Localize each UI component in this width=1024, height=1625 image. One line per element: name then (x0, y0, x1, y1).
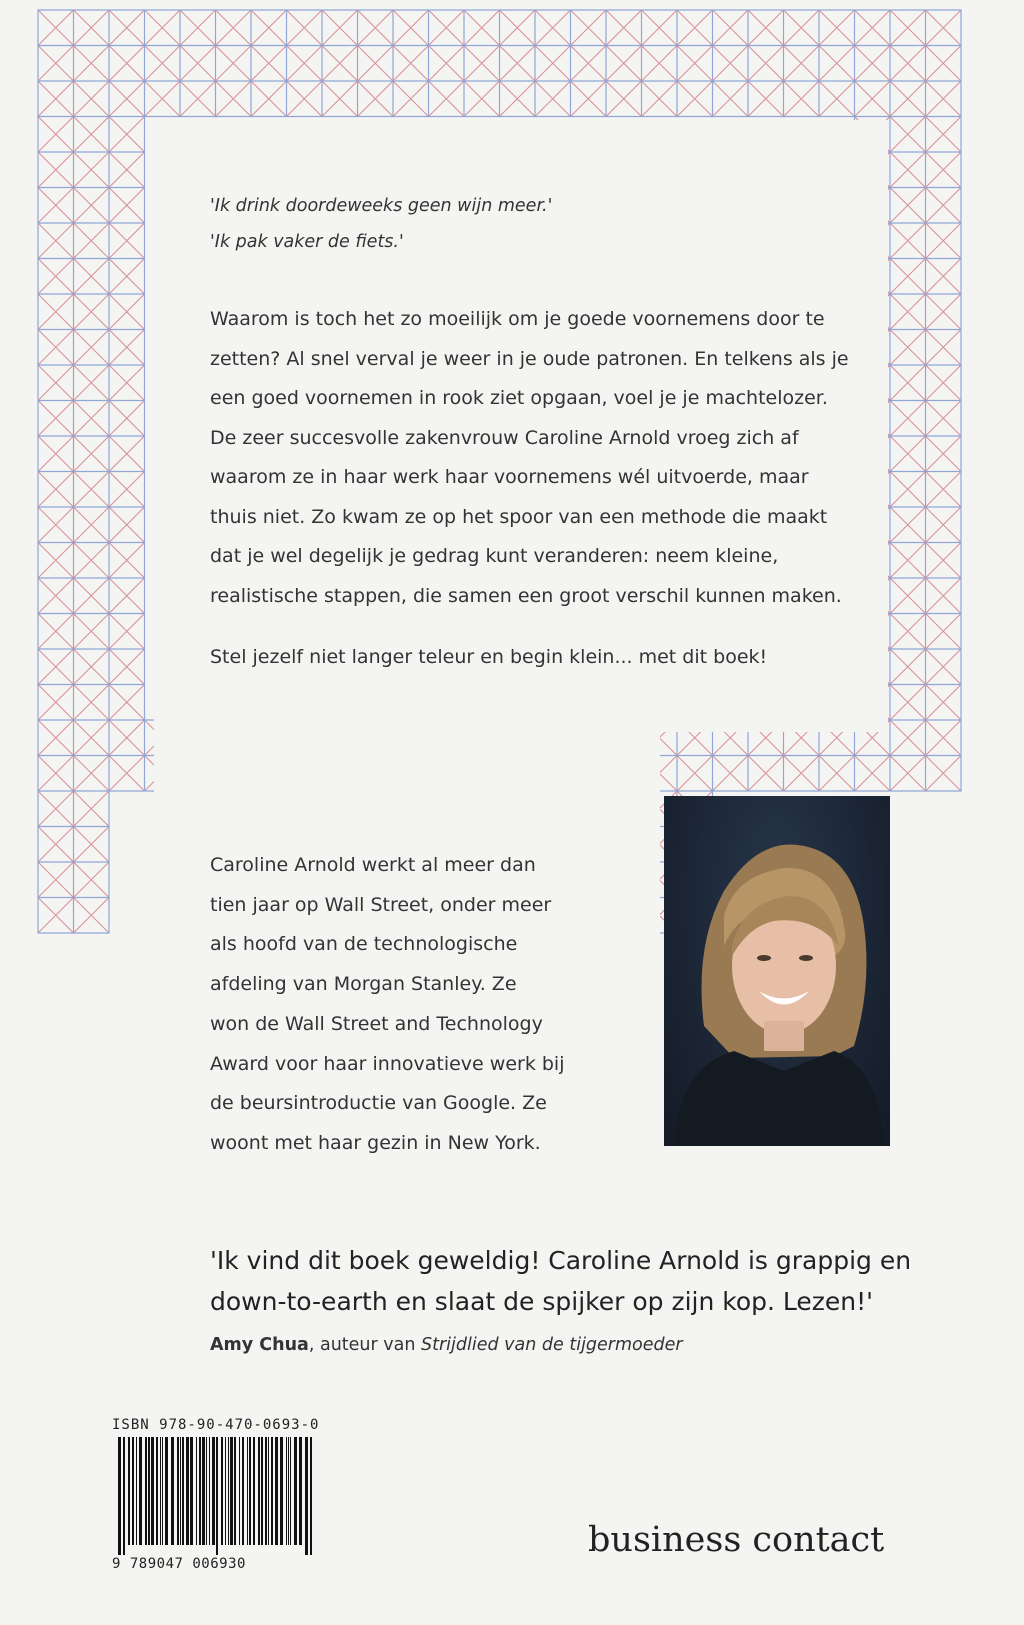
barcode-bar (261, 1437, 263, 1545)
barcode-bar (148, 1437, 150, 1545)
bio-line: won de Wall Street and Technology (210, 1012, 543, 1035)
barcode-bar (275, 1437, 278, 1545)
quote-line: 'Ik pak vaker de fiets.' (210, 232, 404, 252)
bio-line: tien jaar op Wall Street, onder meer (210, 893, 552, 916)
barcode-bar (225, 1437, 226, 1545)
opening-quotes (210, 188, 552, 260)
barcode-bar (162, 1437, 163, 1545)
barcode-bar (299, 1437, 302, 1545)
barcode-bar (242, 1437, 244, 1545)
barcode-bar (139, 1437, 142, 1545)
barcode-bar (128, 1437, 130, 1545)
barcode-bar (258, 1437, 260, 1545)
bio-line: afdeling van Morgan Stanley. Ze (210, 973, 517, 996)
barcode-bar (165, 1437, 168, 1545)
closing-line: Stel jezelf niet langer teleur en begin klein... met dit boek! (210, 646, 768, 668)
barcode-bar (180, 1437, 181, 1545)
barcode-bar (239, 1437, 240, 1545)
barcode-bar (190, 1437, 193, 1545)
barcode-digits: 9 789047 006930 (112, 1556, 246, 1572)
barcode-bar (123, 1437, 125, 1555)
barcode-bar (234, 1437, 236, 1545)
barcode-bar (310, 1437, 312, 1555)
barcode-bar (294, 1437, 297, 1545)
barcode-bar (216, 1437, 218, 1555)
barcode-bar (253, 1437, 255, 1545)
author-bio (210, 846, 650, 1164)
barcode-bar (290, 1437, 291, 1545)
barcode-bar (199, 1437, 201, 1545)
barcode-bar (209, 1437, 210, 1545)
barcode-bar (186, 1437, 189, 1545)
publisher-logo: business contact (588, 1520, 885, 1560)
endorsement-line: down-to-earth en slaat de spijker op zijn kop. Lezen!' (210, 1287, 874, 1316)
bio-line: de beursintroductie van Google. Ze (210, 1092, 547, 1115)
endorsement-quote (210, 1240, 930, 1322)
barcode-bar (206, 1437, 207, 1545)
barcode-bar (151, 1437, 154, 1545)
author-photo (664, 796, 890, 1146)
barcode-bar (156, 1437, 158, 1545)
barcode-bar (247, 1437, 248, 1545)
barcode-bar (268, 1437, 269, 1545)
bio-line: Award voor haar innovatieve werk bij (210, 1052, 565, 1075)
barcode-bar (171, 1437, 174, 1545)
barcode-bar (132, 1437, 134, 1545)
book-description (210, 300, 850, 616)
barcode-bar (202, 1437, 205, 1545)
barcode-bar (221, 1437, 223, 1545)
barcode-bar (288, 1437, 289, 1545)
bio-line: woont met haar gezin in New York. (210, 1131, 541, 1154)
barcode-bar (265, 1437, 267, 1545)
barcode-bar (182, 1437, 184, 1545)
barcode-bar (118, 1437, 121, 1555)
barcode-bar (249, 1437, 251, 1545)
attribution-text: , auteur van (308, 1335, 422, 1355)
book-title-reference: Strijdlied van de tijgermoeder (421, 1335, 683, 1355)
barcode-bar (280, 1437, 283, 1545)
bio-line: Caroline Arnold werkt al meer dan (210, 854, 536, 876)
barcode-bar (212, 1437, 215, 1545)
barcode-bar (228, 1437, 229, 1545)
barcode-bar (230, 1437, 233, 1545)
barcode-bar (177, 1437, 179, 1545)
endorsement-attribution (210, 1335, 683, 1355)
description-paragraph: Waarom is toch het zo moeilijk om je goede voornemens door te zetten? Al snel verval je weer in je oude patronen. En telkens als je een goed voornemen in rook ziet opgaan, voel je je machtelozer. De zeer succesvolle zakenvrouw Caroline Arnold vroeg zich af waarom ze in haar werk haar voornemens wél uitvoerde, maar thuis niet. Zo kwam ze op het spoor van een methode die maakt dat je wel degelijk je gedrag kunt veranderen: neem kleine, realistische stappen, die samen een groot verschil kunnen maken. (210, 308, 849, 607)
barcode-bar (136, 1437, 137, 1545)
barcode-bar (305, 1437, 308, 1555)
bio-line: als hoofd van de technologische (210, 933, 518, 956)
barcode-bar (160, 1437, 161, 1545)
endorsement-line: 'Ik vind dit boek geweldig! Caroline Arnold is grappig en (210, 1246, 912, 1275)
quote-line: 'Ik drink doordeweeks geen wijn meer.' (210, 196, 553, 216)
barcode-bar (286, 1437, 287, 1545)
barcode-bar (196, 1437, 197, 1545)
barcode-bar (145, 1437, 147, 1545)
barcode-bar (271, 1437, 273, 1545)
endorser-name: Amy Chua (210, 1335, 309, 1355)
isbn-label: ISBN 978-90-470-0693-0 (112, 1417, 320, 1433)
barcode (112, 1437, 320, 1555)
